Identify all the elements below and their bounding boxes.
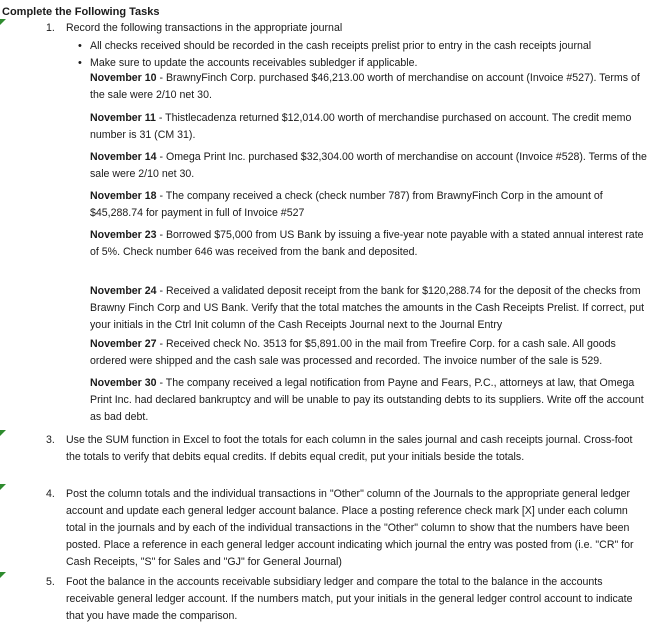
comment-marker-icon <box>0 484 6 490</box>
step-number: 4. <box>46 488 55 500</box>
bullet-text: All checks received should be recorded in the cash receipts prelist prior to entry in the cash receipts journal <box>90 40 592 52</box>
entry-text: - The company received a check (check number 787) from BrawnyFinch Corp in the amount of $45,288.74 for payment in full of Invoice #527 <box>90 190 603 219</box>
bullet-icon: • <box>78 40 82 52</box>
page-title: Complete the Following Tasks <box>2 6 160 18</box>
bullet-icon: • <box>78 57 82 69</box>
comment-marker-icon <box>0 572 6 578</box>
transaction-entry <box>90 227 650 261</box>
entry-date: November 11 <box>90 112 156 124</box>
transaction-entry <box>90 70 650 104</box>
step-text: Record the following transactions in the appropriate journal <box>66 22 343 34</box>
step-text: Use the SUM function in Excel to foot the totals for each column in the sales journal and cash receipts journal. Cross-foot the totals to verify that debits equal credits. If debits equal credit, put your initials beside the totals. <box>66 434 633 463</box>
entry-text: - Borrowed $75,000 from US Bank by issuing a five-year note payable with a stated annual interest rate of 5%. Check number 646 was received from the bank and deposited. <box>90 229 644 258</box>
entry-text: - Omega Print Inc. purchased $32,304.00 worth of merchandise on account (Invoice #528). Terms of the sale were 2/10 net 30. <box>90 151 647 180</box>
step-number: 1. <box>46 22 55 34</box>
entry-date: November 27 <box>90 338 157 350</box>
comment-marker-icon <box>0 430 6 436</box>
entry-date: November 23 <box>90 229 157 241</box>
bullet-text: Make sure to update the accounts receivables subledger if applicable. <box>90 57 418 69</box>
step-text: Post the column totals and the individual transactions in "Other" column of the Journals to the appropriate general ledger account and update each general ledger account balance. Place a posting reference check mark [X] under each column total in the journals and by each of the individual transactions in the "Other" column to show that the numbers have been posted. Place a reference in each general ledger account indicating which journal the entry was posted from (i.e. "CR" for Cash Receipts, "S" for Sales and "GJ" for General Journal) <box>66 488 634 568</box>
entry-text: - BrawnyFinch Corp. purchased $46,213.00 worth of merchandise on account (Invoice #527). Terms of the sale were 2/10 net 30. <box>90 72 640 101</box>
transaction-entry <box>90 375 650 426</box>
entry-date: November 10 <box>90 72 157 84</box>
entry-date: November 18 <box>90 190 157 202</box>
entry-date: November 24 <box>90 285 157 297</box>
entry-text: - Received a validated deposit receipt from the bank for $120,288.74 for the deposit of the checks from Brawny Finch Corp and US Bank. Verify that the total matches the amounts in the Cash Receipts Prelist. If correct, put your initials in the Ctrl Init column of the Cash Receipts Journal next to the Journal Entry <box>90 285 645 331</box>
transaction-entry <box>90 336 650 370</box>
step-text: Foot the balance in the accounts receivable subsidiary ledger and compare the total to the balance in the accounts receivable general ledger account. If the numbers match, put your initials in the general ledger control account to indicate that you have made the comparison. <box>66 576 633 622</box>
step-number: 3. <box>46 434 55 446</box>
transaction-entry <box>90 149 650 183</box>
entry-text: - Received check No. 3513 for $5,891.00 in the mail from Treefire Corp. for a cash sale. All goods ordered were shipped and the cash sale was processed and recorded. The invoice number of the sale is 529. <box>90 338 616 367</box>
entry-text: - Thistlecadenza returned $12,014.00 worth of merchandise purchased on account. The credit memo number is 31 (CM 31). <box>90 112 632 141</box>
entry-date: November 14 <box>90 151 157 163</box>
transaction-entry <box>90 188 650 222</box>
transaction-entry <box>90 110 650 144</box>
comment-marker-icon <box>0 19 6 25</box>
entry-date: November 30 <box>90 377 157 389</box>
transaction-entry <box>90 283 650 334</box>
entry-text: - The company received a legal notification from Payne and Fears, P.C., attorneys at law, that Omega Print Inc. had declared bankruptcy and will be unable to pay its outstanding debts to its suppliers. Write off the account as bad debt. <box>90 377 644 423</box>
step-number: 5. <box>46 576 55 588</box>
